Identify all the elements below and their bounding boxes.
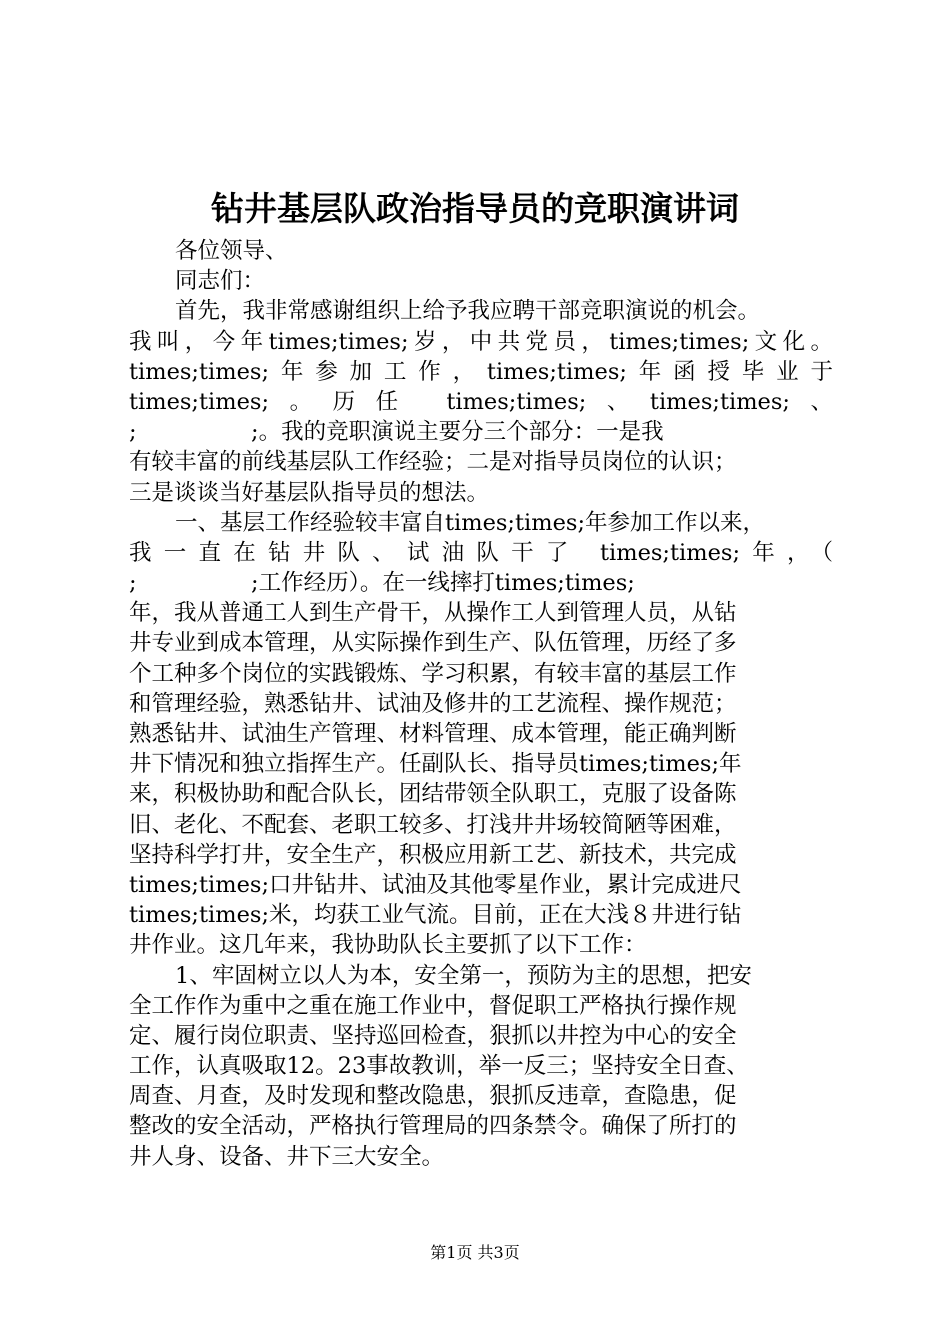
body-line: 熟悉钻井、试油生产管理、材料管理、成本管理，能正确判断 bbox=[129, 721, 737, 747]
body-line: 井人身、设备、井下三大安全。 bbox=[129, 1143, 445, 1170]
document-title: 钻井基层队政治指导员的竞职演讲词 bbox=[211, 189, 739, 228]
document-body bbox=[129, 236, 833, 1172]
body-line: 我叫，今年times;times;岁，中共党员，times;times;文化。 bbox=[129, 328, 833, 355]
body-line: 有较丰富的前线基层队工作经验；二是对指导员岗位的认识； bbox=[129, 449, 737, 476]
body-line: 来，积极协助和配合队长，团结带领全队职工，克服了设备陈 bbox=[129, 781, 737, 808]
body-line: 和管理经验，熟悉钻井、试油及修井的工艺流程、操作规范； bbox=[129, 690, 737, 717]
body-line: 我一直在钻井队、试油队干了 times;times;年，（ bbox=[129, 539, 833, 566]
body-line: 各位领导、 bbox=[175, 238, 288, 264]
body-line: 个工种多个岗位的实践锻炼、学习积累，有较丰富的基层工作 bbox=[129, 660, 737, 687]
body-line: 旧、老化、不配套、老职工较多、打浅井井场较简陋等困难， bbox=[129, 811, 737, 838]
body-line: 整改的安全活动，严格执行管理局的四条禁令。确保了所打的 bbox=[129, 1113, 737, 1140]
body-line: ; ;。我的竞职演说主要分三个部分：一是我 bbox=[129, 419, 664, 446]
body-line: times;times;。历任 times;times;、times;times;、 bbox=[129, 388, 833, 415]
body-line: times;times;口井钻井、试油及其他零星作业，累计完成进尺 bbox=[129, 871, 742, 898]
body-line: 井作业。这几年来，我协助队长主要抓了以下工作： bbox=[129, 932, 647, 959]
body-line: 同志们： bbox=[175, 268, 266, 295]
body-line: 一、基层工作经验较丰富自times;times;年参加工作以来， bbox=[175, 509, 766, 536]
body-line: 年，我从普通工人到生产骨干，从操作工人到管理人员，从钻 bbox=[129, 600, 737, 627]
body-line: 全工作作为重中之重在施工作业中，督促职工严格执行操作规 bbox=[129, 992, 737, 1019]
page-footer: 第1页 共3页 bbox=[430, 1243, 520, 1262]
body-line: 周查、月查，及时发现和整改隐患，狠抓反违章，查隐患，促 bbox=[129, 1083, 737, 1110]
body-line: times;times;年参加工作，times;times;年函授毕业于 bbox=[129, 358, 833, 385]
body-line: 1、牢固树立以人为本，安全第一，预防为主的思想，把安 bbox=[175, 962, 752, 989]
body-line: 定、履行岗位职责、坚持巡回检查，狠抓以井控为中心的安全 bbox=[129, 1022, 737, 1049]
body-line: 坚持科学打井，安全生产，积极应用新工艺、新技术，共完成 bbox=[129, 841, 737, 868]
body-line: times;times;米，均获工业气流。目前，正在大浅８井进行钻 bbox=[129, 902, 742, 929]
body-line: 首先，我非常感谢组织上给予我应聘干部竞职演说的机会。 bbox=[175, 298, 761, 325]
body-line: ; ;工作经历）。在一线摔打times;times; bbox=[129, 570, 635, 597]
body-line: 工作，认真吸取12。23事故教训，举一反三；坚持安全日查、 bbox=[129, 1053, 749, 1080]
body-line: 井专业到成本管理，从实际操作到生产、队伍管理，历经了多 bbox=[129, 630, 737, 657]
body-line: 井下情况和独立指挥生产。任副队长、指导员times;times;年 bbox=[129, 751, 742, 778]
body-line: 三是谈谈当好基层队指导员的想法。 bbox=[129, 479, 490, 506]
